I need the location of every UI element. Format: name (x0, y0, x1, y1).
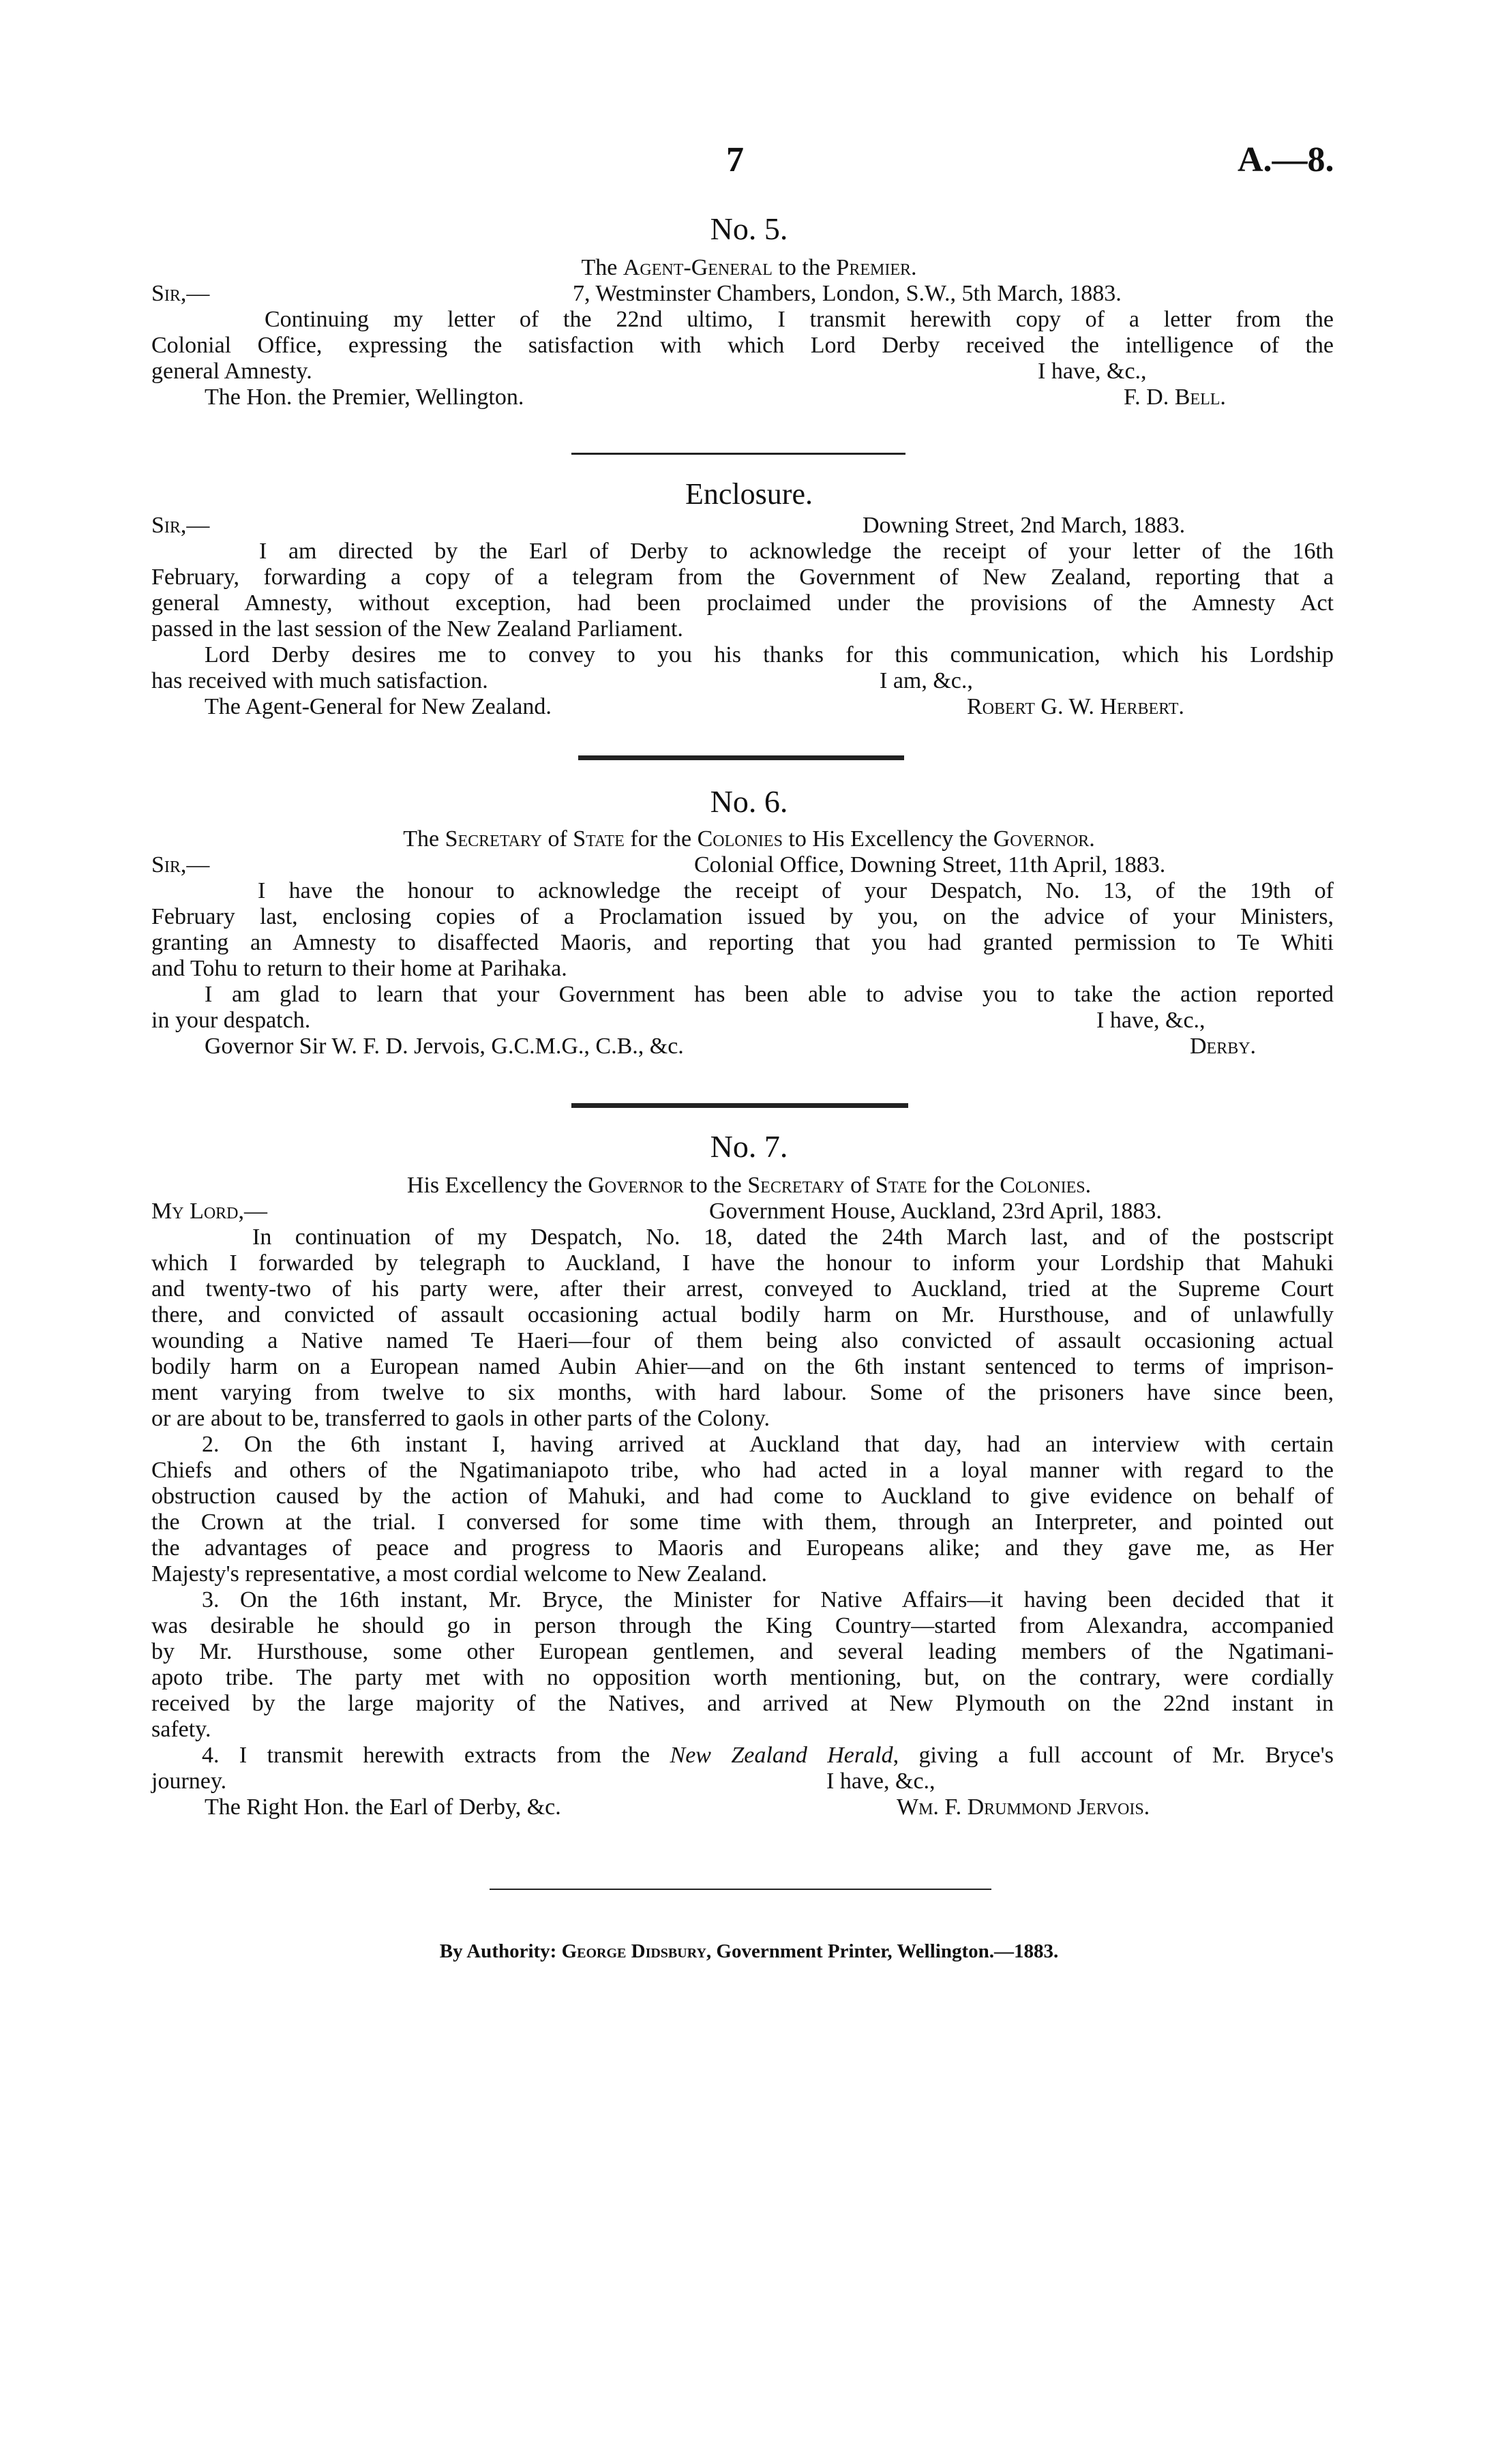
letter6-body-line: in your despatch. (151, 1008, 311, 1033)
letter7-body-line: 3. On the 16th instant, Mr. Bryce, the Minister for Native Affairs—it having been decided that it (202, 1587, 1334, 1612)
letter7-title: No. 7. (710, 1129, 788, 1164)
letter7-body-line: was desirable he should go in person through the King Country—started from Alexandra, accompanied (151, 1613, 1334, 1638)
enclosure-body-line: I am directed by the Earl of Derby to acknowledge the receipt of your letter of the 16th (259, 539, 1334, 564)
letter5-body-line: general Amnesty. (151, 359, 312, 384)
letter7-body-line: 2. On the 6th instant I, having arrived at Auckland that day, had an interview with certain (202, 1432, 1334, 1457)
letter6-body-line: granting an Amnesty to disaffected Maoris, and reporting that you had granted permission to Te Whiti (151, 930, 1334, 955)
section-divider (571, 1103, 908, 1108)
enclosure-body-line: general Amnesty, without exception, had been proclaimed under the provisions of the Amnesty Act (151, 590, 1334, 616)
letter7-closing: I have, &c., (826, 1769, 935, 1794)
letter5-subtitle: The Agent-General to the Premier. (581, 255, 917, 280)
enclosure-address: Downing Street, 2nd March, 1883. (863, 513, 1186, 538)
letter7-body-line: or are about to be, transferred to gaols in other parts of the Colony. (151, 1406, 770, 1431)
enclosure-title: Enclosure. (685, 477, 813, 511)
letter7-body-line: obstruction caused by the action of Mahuki, and had come to Auckland to give evidence on behalf of (151, 1484, 1334, 1509)
letter7-body-line: the advantages of peace and progress to Maoris and Europeans alike; and they gave me, as Her (151, 1535, 1334, 1561)
letter6-signature: Derby. (1190, 1034, 1257, 1059)
letter7-body-line: received by the large majority of the Natives, and arrived at New Plymouth on the 22nd instant in (151, 1691, 1334, 1716)
letter7-body-line: bodily harm on a European named Aubin Ahier—and on the 6th instant sentenced to terms of imprison- (151, 1354, 1334, 1379)
letter7-body-line: Chiefs and others of the Ngatimaniapoto tribe, who had acted in a loyal manner with regard to the (151, 1458, 1334, 1483)
letter7-body-line: the Crown at the trial. I conversed for some time with them, through an Interpreter, and pointed out (151, 1509, 1334, 1535)
section-divider (578, 755, 904, 760)
letter5-title: No. 5. (710, 211, 788, 246)
letter7-body-line: journey. (151, 1769, 227, 1794)
letter7-body-line: by Mr. Hursthouse, some other European gentlemen, and several leading members of the Ngatimani- (151, 1639, 1334, 1664)
letter6-salutation: Sir,— (151, 852, 210, 877)
letter6-body-line: and Tohu to return to their home at Parihaka. (151, 956, 567, 981)
letter7-body-line: ment varying from twelve to six months, with hard labour. Some of the prisoners have since been, (151, 1380, 1334, 1405)
printer-imprint: By Authority: George Didsbury, Government Printer, Wellington.—1883. (439, 1940, 1059, 1962)
letter6-subtitle: The Secretary of State for the Colonies to His Excellency the Governor. (403, 826, 1095, 852)
letter7-body-line: Majesty's representative, a most cordial welcome to New Zealand. (151, 1561, 768, 1587)
letter7-body-line: In continuation of my Despatch, No. 18, dated the 24th March last, and of the postscript (252, 1225, 1334, 1250)
letter5-signature: F. D. Bell. (1124, 385, 1226, 410)
letter7-body-line: safety. (151, 1717, 211, 1742)
letter6-address: Colonial Office, Downing Street, 11th April, 1883. (694, 852, 1166, 877)
letter5-addressee: The Hon. the Premier, Wellington. (205, 385, 524, 410)
letter7-body-line: apoto tribe. The party met with no opposition worth mentioning, but, on the contrary, were cordially (151, 1665, 1334, 1690)
letter5-address: 7, Westminster Chambers, London, S.W., 5th March, 1883. (573, 281, 1122, 306)
enclosure-body-line: February, forwarding a copy of a telegram from the Government of New Zealand, reporting that a (151, 565, 1334, 590)
letter7-subtitle: His Excellency the Governor to the Secretary of State for the Colonies. (406, 1173, 1092, 1198)
letter6-body-line: I have the honour to acknowledge the receipt of your Despatch, No. 13, of the 19th of (258, 878, 1334, 903)
page-number: 7 (726, 140, 744, 179)
enclosure-closing: I am, &c., (880, 668, 973, 693)
enclosure-body-line: passed in the last session of the New Zealand Parliament. (151, 616, 683, 642)
letter7-body-line: and twenty-two of his party were, after their arrest, conveyed to Auckland, tried at the Supreme Court (151, 1276, 1334, 1302)
letter5-closing: I have, &c., (1038, 359, 1147, 384)
enclosure-signature: Robert G. W. Herbert. (967, 694, 1184, 719)
document-reference: A.—8. (1238, 140, 1334, 179)
enclosure-body-line: has received with much satisfaction. (151, 668, 488, 693)
letter7-body-line: there, and convicted of assault occasioning actual bodily harm on Mr. Hursthouse, and of unlawfully (151, 1302, 1334, 1327)
letter7-address: Government House, Auckland, 23rd April, 1883. (709, 1199, 1162, 1224)
letter7-salutation: My Lord,— (151, 1199, 268, 1224)
letter7-body-line: which I forwarded by telegraph to Auckland, I have the honour to inform your Lordship that Mahuki (151, 1250, 1334, 1276)
enclosure-body-line: Lord Derby desires me to convey to you his thanks for this communication, which his Lordship (205, 642, 1334, 667)
letter6-addressee: Governor Sir W. F. D. Jervois, G.C.M.G., C.B., &c. (205, 1034, 684, 1059)
enclosure-addressee: The Agent-General for New Zealand. (205, 694, 552, 719)
letter5-salutation: Sir,— (151, 281, 210, 306)
section-divider (571, 453, 905, 455)
letter6-title: No. 6. (710, 784, 788, 819)
footer-divider (490, 1889, 991, 1890)
letter5-body-line: Colonial Office, expressing the satisfaction with which Lord Derby received the intelligence of the (151, 333, 1334, 358)
enclosure-salutation: Sir,— (151, 513, 210, 538)
letter7-body-line: wounding a Native named Te Haeri—four of them being also convicted of assault occasioning actual (151, 1328, 1334, 1353)
letter6-body-line: I am glad to learn that your Government has been able to advise you to take the action reported (205, 982, 1334, 1007)
letter6-closing: I have, &c., (1096, 1008, 1205, 1033)
letter7-signature: Wm. F. Drummond Jervois. (897, 1794, 1150, 1820)
letter7-body-line: 4. I transmit herewith extracts from the New Zealand Herald, giving a full account of Mr. Bryce's (202, 1743, 1334, 1768)
letter7-addressee: The Right Hon. the Earl of Derby, &c. (205, 1794, 561, 1820)
letter5-body-line: Continuing my letter of the 22nd ultimo, I transmit herewith copy of a letter from the (265, 307, 1334, 332)
letter6-body-line: February last, enclosing copies of a Proclamation issued by you, on the advice of your Ministers, (151, 904, 1334, 929)
